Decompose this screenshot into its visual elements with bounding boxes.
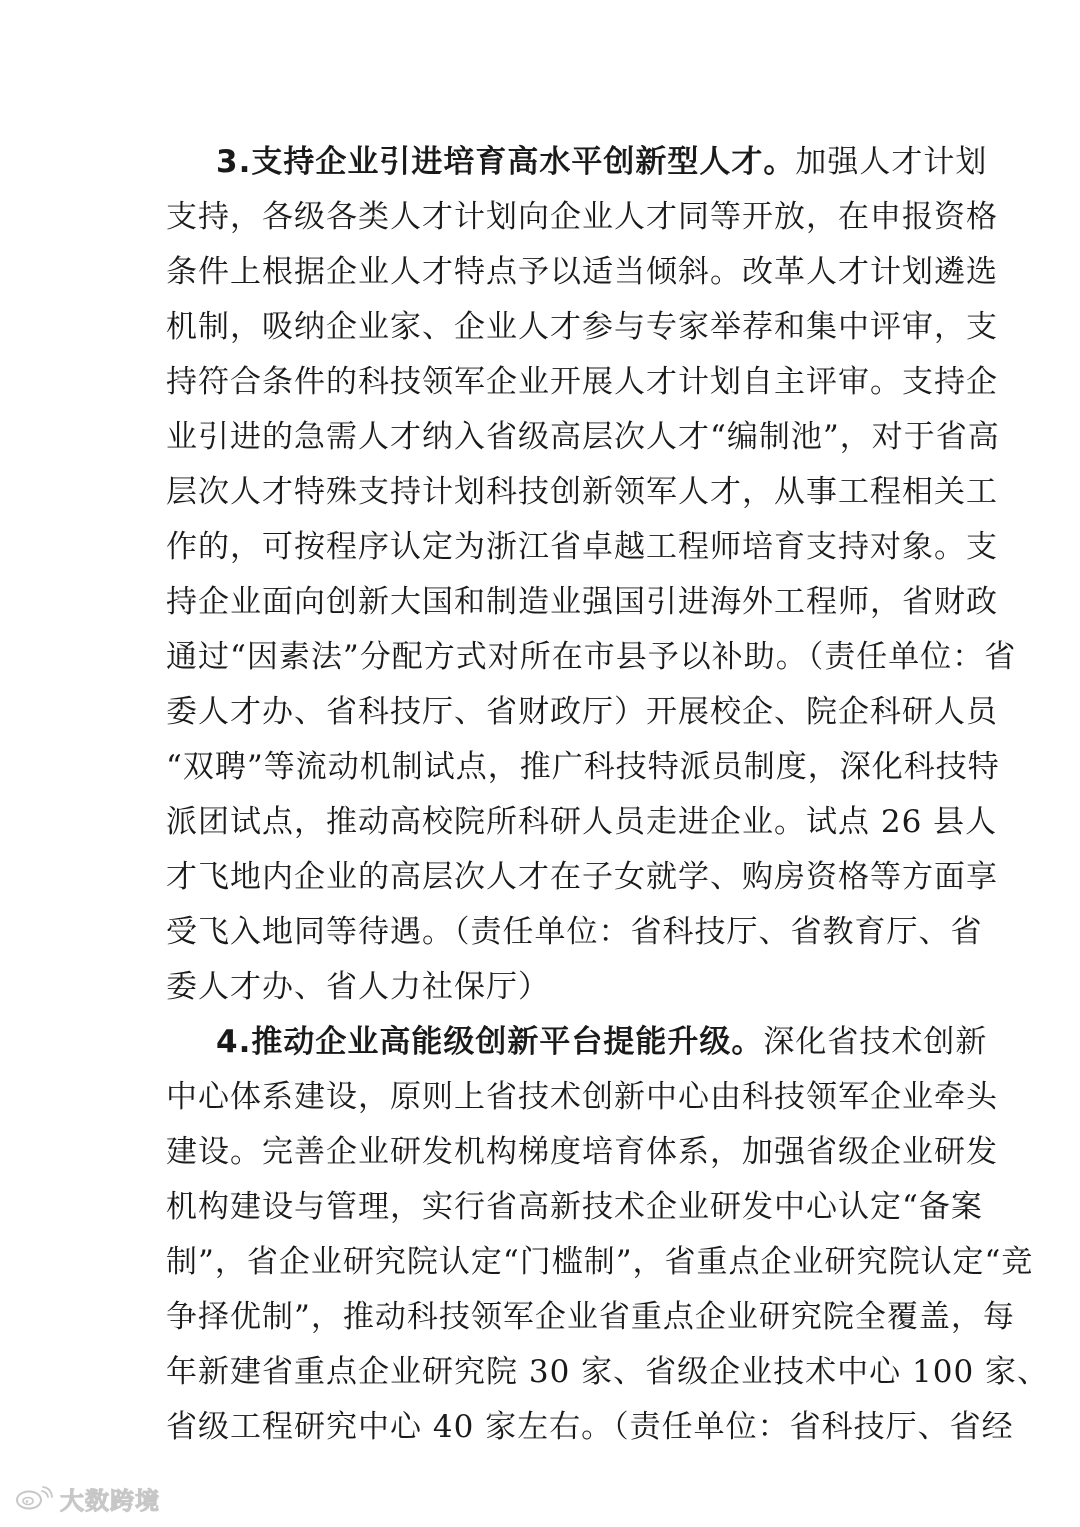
paragraph-3-line-5: 持符合条件的科技领军企业开展人才计划自主评审。支持企: [166, 364, 998, 400]
paragraph-3-line-3: 条件上根据企业人才特点予以适当倾斜。改革人才计划遴选: [166, 254, 998, 290]
paragraph-3-line-1: 3.支持企业引进培育高水平创新型人才。加强人才计划: [216, 144, 988, 180]
paragraph-3-line-16: 委人才办、省人力社保厅）: [166, 969, 550, 1005]
paragraph-3-line-14: 才飞地内企业的高层次人才在子女就学、购房资格等方面享: [166, 859, 998, 895]
paragraph-4-heading: 4.推动企业高能级创新平台提能升级。: [216, 1024, 764, 1060]
paragraph-3-line-12: “双聘”等流动机制试点，推广科技特派员制度，深化科技特: [166, 749, 1000, 785]
paragraph-3-line-9: 持企业面向创新大国和制造业强国引进海外工程师，省财政: [166, 584, 998, 620]
paragraph-3-line-4: 机制，吸纳企业家、企业人才参与专家举荐和集中评审，支: [166, 309, 998, 345]
paragraph-3-heading: 3.支持企业引进培育高水平创新型人才。: [216, 144, 796, 180]
paragraph-4-line-5: 制”，省企业研究院认定“门槛制”，省重点企业研究院认定“竞: [166, 1244, 1034, 1280]
watermark-text: 大数跨境: [60, 1486, 160, 1515]
weibo-logo-icon: [14, 1485, 54, 1511]
paragraph-3-line-10: 通过“因素法”分配方式对所在市县予以补助。（责任单位：省: [166, 639, 1017, 675]
paragraph-4-line-1: 4.推动企业高能级创新平台提能升级。深化省技术创新: [216, 1024, 988, 1060]
paragraph-4-line-3: 建设。完善企业研发机构梯度培育体系，加强省级企业研发: [166, 1134, 998, 1170]
paragraph-4-line-6: 争择优制”，推动科技领军企业省重点企业研究院全覆盖，每: [166, 1299, 1015, 1335]
paragraph-3-line-8: 作的，可按程序认定为浙江省卓越工程师培育支持对象。支: [166, 529, 998, 565]
paragraph-4-line-4: 机构建设与管理，实行省高新技术企业研发中心认定“备案: [166, 1189, 983, 1225]
paragraph-3-line-15: 受飞入地同等待遇。（责任单位：省科技厅、省教育厅、省: [166, 914, 983, 950]
paragraph-4-line-8: 省级工程研究中心 40 家左右。（责任单位：省科技厅、省经: [166, 1409, 1014, 1445]
paragraph-4-line-2: 中心体系建设，原则上省技术创新中心由科技领军企业牵头: [166, 1079, 998, 1115]
watermark: [14, 1482, 160, 1514]
paragraph-3-line-6: 业引进的急需人才纳入省级高层次人才“编制池”，对于省高: [166, 419, 1000, 455]
paragraph-3-line-2: 支持，各级各类人才计划向企业人才同等开放，在申报资格: [166, 199, 998, 235]
paragraph-3-line-11: 委人才办、省科技厅、省财政厅）开展校企、院企科研人员: [166, 694, 998, 730]
paragraph-4-line-7: 年新建省重点企业研究院 30 家、省级企业技术中心 100 家、: [166, 1354, 1050, 1390]
paragraph-3-line-13: 派团试点，推动高校院所科研人员走进企业。试点 26 县人: [166, 804, 998, 840]
paragraph-3-line-7: 层次人才特殊支持计划科技创新领军人才，从事工程相关工: [166, 474, 998, 510]
